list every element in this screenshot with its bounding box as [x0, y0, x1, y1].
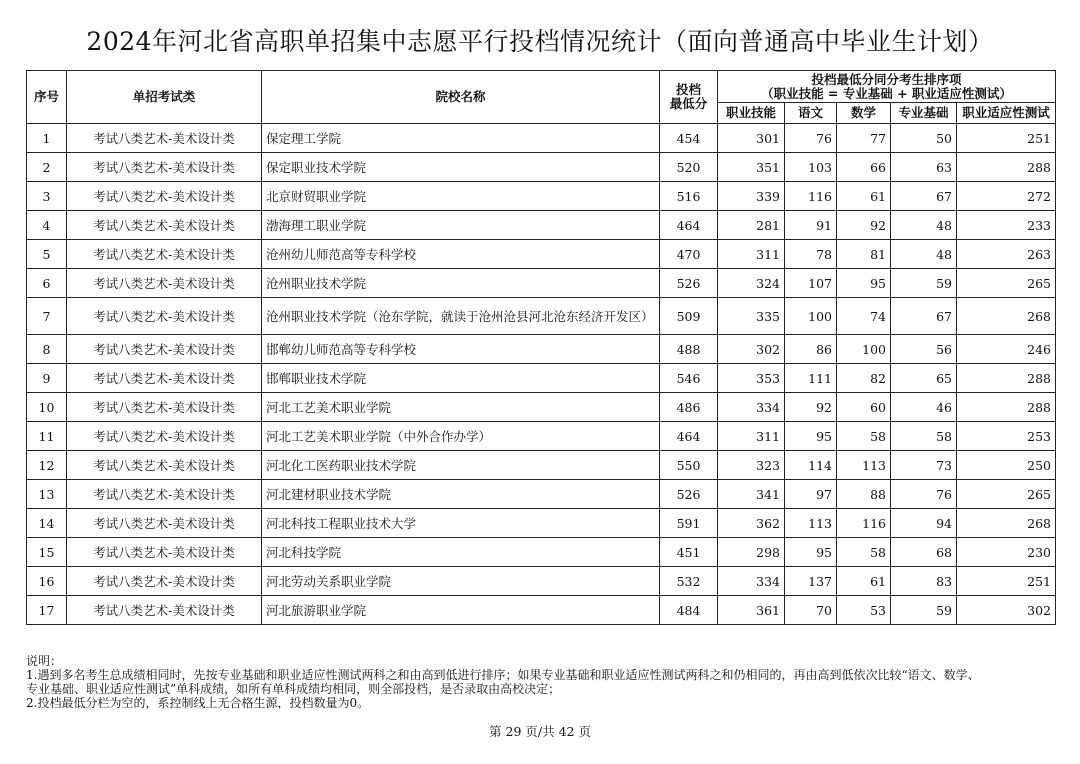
cell-basic: 59 [891, 596, 957, 625]
cell-index: 9 [27, 364, 67, 393]
cell-basic: 48 [891, 211, 957, 240]
header-tiebreak-title: 投档最低分同分考生排序项 [811, 71, 962, 87]
cell-index: 2 [27, 153, 67, 182]
cell-basic: 50 [891, 124, 957, 153]
header-skill: 职业技能 [718, 103, 785, 124]
cell-index: 13 [27, 480, 67, 509]
cell-aptitude: 265 [957, 480, 1056, 509]
cell-chinese: 86 [785, 335, 837, 364]
cell-category: 考试八类艺术-美术设计类 [67, 153, 262, 182]
cell-min-score: 470 [660, 240, 718, 269]
cell-skill: 341 [718, 480, 785, 509]
cell-school: 沧州职业技术学院 [262, 269, 660, 298]
cell-math: 92 [837, 211, 891, 240]
cell-category: 考试八类艺术-美术设计类 [67, 211, 262, 240]
cell-chinese: 95 [785, 538, 837, 567]
table-row [27, 211, 1056, 240]
cell-aptitude: 265 [957, 269, 1056, 298]
cell-math: 66 [837, 153, 891, 182]
cell-skill: 334 [718, 393, 785, 422]
cell-school: 河北建材职业技术学院 [262, 480, 660, 509]
cell-skill: 351 [718, 153, 785, 182]
cell-school: 河北劳动关系职业学院 [262, 567, 660, 596]
header-tiebreak-formula: （职业技能 = 专业基础 + 职业适应性测试） [761, 85, 1012, 101]
cell-math: 61 [837, 567, 891, 596]
header-chinese: 语文 [785, 103, 837, 124]
cell-chinese: 78 [785, 240, 837, 269]
cell-skill: 339 [718, 182, 785, 211]
cell-chinese: 103 [785, 153, 837, 182]
cell-aptitude: 253 [957, 422, 1056, 451]
cell-school: 河北旅游职业学院 [262, 596, 660, 625]
page-number: 第 29 页/共 42 页 [489, 724, 591, 739]
cell-skill: 361 [718, 596, 785, 625]
cell-aptitude: 288 [957, 153, 1056, 182]
cell-math: 61 [837, 182, 891, 211]
cell-chinese: 107 [785, 269, 837, 298]
cell-aptitude: 288 [957, 393, 1056, 422]
cell-category: 考试八类艺术-美术设计类 [67, 596, 262, 625]
notes-line-1: 1.遇到多名考生总成绩相同时，先按专业基础和职业适应性测试两科之和由高到低进行排序；如果专业基础和职业适应性测试两科之和仍相同的，再由高到低依次比较“语文、数学、 [26, 668, 980, 682]
header-index: 序号 [27, 71, 67, 124]
cell-index: 14 [27, 509, 67, 538]
cell-basic: 63 [891, 153, 957, 182]
cell-category: 考试八类艺术-美术设计类 [67, 567, 262, 596]
table-row [27, 480, 1056, 509]
cell-min-score: 486 [660, 393, 718, 422]
cell-chinese: 95 [785, 422, 837, 451]
cell-index: 7 [27, 298, 67, 335]
cell-skill: 324 [718, 269, 785, 298]
cell-index: 10 [27, 393, 67, 422]
cell-math: 81 [837, 240, 891, 269]
cell-min-score: 509 [660, 298, 718, 335]
table-row [27, 451, 1056, 480]
cell-basic: 58 [891, 422, 957, 451]
cell-index: 4 [27, 211, 67, 240]
cell-math: 60 [837, 393, 891, 422]
cell-aptitude: 251 [957, 124, 1056, 153]
cell-aptitude: 250 [957, 451, 1056, 480]
cell-min-score: 526 [660, 480, 718, 509]
cell-min-score: 526 [660, 269, 718, 298]
cell-index: 17 [27, 596, 67, 625]
cell-category: 考试八类艺术-美术设计类 [67, 240, 262, 269]
cell-category: 考试八类艺术-美术设计类 [67, 269, 262, 298]
table-row [27, 335, 1056, 364]
cell-chinese: 97 [785, 480, 837, 509]
cell-index: 6 [27, 269, 67, 298]
cell-math: 77 [837, 124, 891, 153]
header-basic: 专业基础 [891, 103, 957, 124]
cell-school: 保定理工学院 [262, 124, 660, 153]
cell-min-score: 532 [660, 567, 718, 596]
cell-category: 考试八类艺术-美术设计类 [67, 393, 262, 422]
cell-min-score: 550 [660, 451, 718, 480]
cell-aptitude: 302 [957, 596, 1056, 625]
cell-math: 53 [837, 596, 891, 625]
notes-line-2: 专业基础、职业适应性测试”单科成绩，如所有单科成绩均相同，则全部投档，是否录取由高校决定； [26, 682, 561, 696]
cell-category: 考试八类艺术-美术设计类 [67, 509, 262, 538]
cell-index: 16 [27, 567, 67, 596]
cell-skill: 281 [718, 211, 785, 240]
cell-chinese: 116 [785, 182, 837, 211]
cell-aptitude: 272 [957, 182, 1056, 211]
cell-basic: 46 [891, 393, 957, 422]
cell-aptitude: 246 [957, 335, 1056, 364]
notes [26, 654, 1066, 710]
cell-school: 保定职业技术学院 [262, 153, 660, 182]
cell-chinese: 91 [785, 211, 837, 240]
cell-math: 88 [837, 480, 891, 509]
cell-basic: 68 [891, 538, 957, 567]
cell-min-score: 454 [660, 124, 718, 153]
cell-category: 考试八类艺术-美术设计类 [67, 298, 262, 335]
cell-skill: 301 [718, 124, 785, 153]
cell-school: 沧州幼儿师范高等专科学校 [262, 240, 660, 269]
table-row [27, 596, 1056, 625]
header-category: 单招考试类 [67, 71, 262, 124]
notes-line-3: 2.投档最低分栏为空的，系控制线上无合格生源，投档数量为0。 [26, 696, 370, 710]
table-row [27, 182, 1056, 211]
header-tiebreak-group [718, 71, 1056, 103]
cell-aptitude: 251 [957, 567, 1056, 596]
cell-category: 考试八类艺术-美术设计类 [67, 364, 262, 393]
cell-skill: 362 [718, 509, 785, 538]
cell-math: 95 [837, 269, 891, 298]
cell-basic: 65 [891, 364, 957, 393]
cell-math: 100 [837, 335, 891, 364]
cell-chinese: 100 [785, 298, 837, 335]
cell-aptitude: 263 [957, 240, 1056, 269]
cell-school: 北京财贸职业学院 [262, 182, 660, 211]
table-row [27, 124, 1056, 153]
cell-chinese: 111 [785, 364, 837, 393]
header-aptitude: 职业适应性测试 [957, 103, 1056, 124]
cell-min-score: 520 [660, 153, 718, 182]
cell-aptitude: 230 [957, 538, 1056, 567]
cell-basic: 67 [891, 182, 957, 211]
cell-index: 11 [27, 422, 67, 451]
cell-category: 考试八类艺术-美术设计类 [67, 538, 262, 567]
cell-index: 3 [27, 182, 67, 211]
cell-min-score: 591 [660, 509, 718, 538]
cell-category: 考试八类艺术-美术设计类 [67, 451, 262, 480]
cell-math: 116 [837, 509, 891, 538]
table-row [27, 298, 1056, 335]
table-row [27, 422, 1056, 451]
cell-skill: 298 [718, 538, 785, 567]
cell-aptitude: 233 [957, 211, 1056, 240]
cell-skill: 335 [718, 298, 785, 335]
cell-aptitude: 288 [957, 364, 1056, 393]
notes-heading: 说明： [26, 654, 63, 668]
cell-index: 12 [27, 451, 67, 480]
cell-math: 74 [837, 298, 891, 335]
cell-aptitude: 268 [957, 509, 1056, 538]
cell-basic: 48 [891, 240, 957, 269]
cell-basic: 67 [891, 298, 957, 335]
table-row [27, 153, 1056, 182]
cell-basic: 83 [891, 567, 957, 596]
cell-school: 河北科技工程职业技术大学 [262, 509, 660, 538]
cell-school: 邯郸幼儿师范高等专科学校 [262, 335, 660, 364]
cell-school: 河北科技学院 [262, 538, 660, 567]
cell-basic: 73 [891, 451, 957, 480]
cell-school: 渤海理工职业学院 [262, 211, 660, 240]
table-row [27, 240, 1056, 269]
cell-category: 考试八类艺术-美术设计类 [67, 335, 262, 364]
header-min-score: 投档 最低分 [660, 71, 718, 124]
cell-basic: 76 [891, 480, 957, 509]
cell-skill: 311 [718, 240, 785, 269]
cell-basic: 94 [891, 509, 957, 538]
table-row [27, 538, 1056, 567]
cell-basic: 56 [891, 335, 957, 364]
cell-category: 考试八类艺术-美术设计类 [67, 124, 262, 153]
cell-index: 15 [27, 538, 67, 567]
cell-chinese: 114 [785, 451, 837, 480]
cell-category: 考试八类艺术-美术设计类 [67, 480, 262, 509]
cell-index: 8 [27, 335, 67, 364]
cell-min-score: 484 [660, 596, 718, 625]
cell-school: 邯郸职业技术学院 [262, 364, 660, 393]
cell-chinese: 92 [785, 393, 837, 422]
cell-math: 58 [837, 538, 891, 567]
cell-skill: 334 [718, 567, 785, 596]
header-math: 数学 [837, 103, 891, 124]
cell-category: 考试八类艺术-美术设计类 [67, 422, 262, 451]
cell-chinese: 113 [785, 509, 837, 538]
cell-chinese: 137 [785, 567, 837, 596]
table-row [27, 509, 1056, 538]
cell-min-score: 451 [660, 538, 718, 567]
cell-basic: 59 [891, 269, 957, 298]
cell-index: 5 [27, 240, 67, 269]
cell-skill: 323 [718, 451, 785, 480]
page-title: 2024年河北省高职单招集中志愿平行投档情况统计（面向普通高中毕业生计划） [86, 27, 994, 56]
table-row [27, 567, 1056, 596]
table-row [27, 269, 1056, 298]
cell-math: 82 [837, 364, 891, 393]
cell-school: 河北化工医药职业技术学院 [262, 451, 660, 480]
table-row [27, 393, 1056, 422]
cell-school: 沧州职业技术学院（沧东学院，就读于沧州沧县河北沧东经济开发区） [262, 298, 660, 335]
cell-category: 考试八类艺术-美术设计类 [67, 182, 262, 211]
cell-min-score: 488 [660, 335, 718, 364]
cell-math: 113 [837, 451, 891, 480]
cell-min-score: 464 [660, 211, 718, 240]
cell-aptitude: 268 [957, 298, 1056, 335]
cell-math: 58 [837, 422, 891, 451]
cell-skill: 302 [718, 335, 785, 364]
cell-skill: 353 [718, 364, 785, 393]
cell-min-score: 464 [660, 422, 718, 451]
header-school: 院校名称 [262, 71, 660, 124]
cell-chinese: 76 [785, 124, 837, 153]
cell-chinese: 70 [785, 596, 837, 625]
cell-school: 河北工艺美术职业学院（中外合作办学） [262, 422, 660, 451]
cell-min-score: 546 [660, 364, 718, 393]
cell-min-score: 516 [660, 182, 718, 211]
cell-skill: 311 [718, 422, 785, 451]
cell-school: 河北工艺美术职业学院 [262, 393, 660, 422]
score-table [26, 70, 1056, 625]
table-row [27, 364, 1056, 393]
cell-index: 1 [27, 124, 67, 153]
